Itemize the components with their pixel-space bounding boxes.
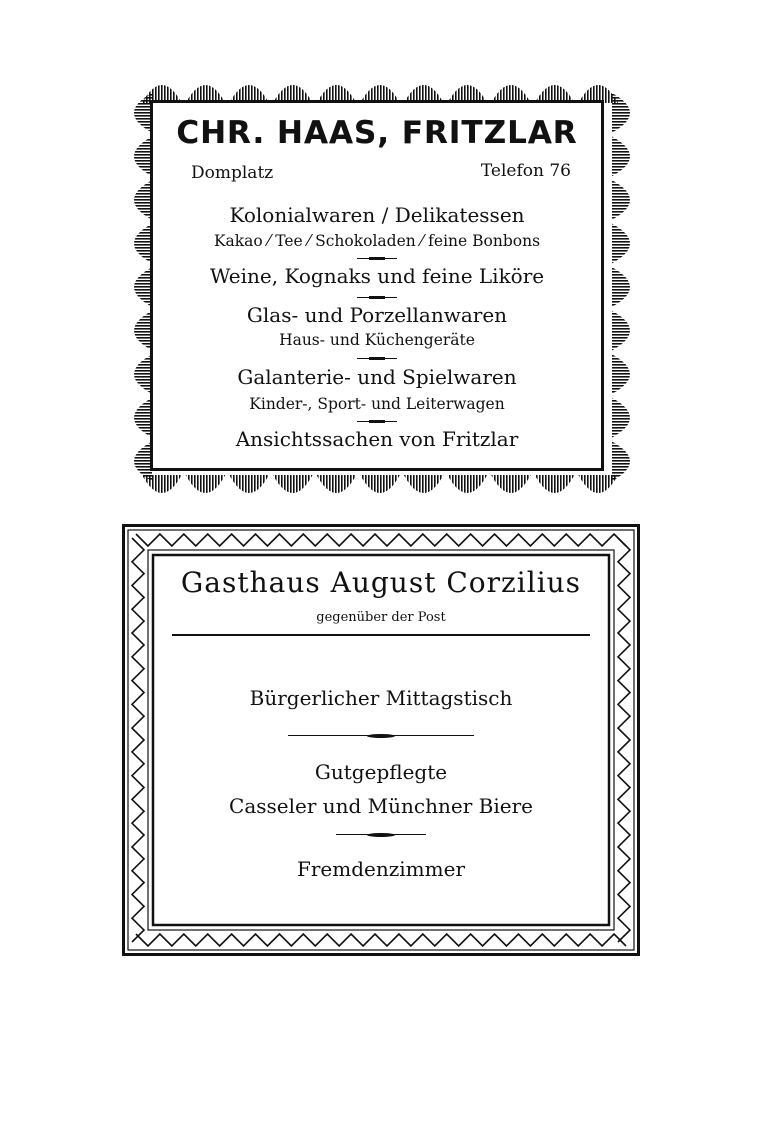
offer-lunch: Bürgerlicher Mittagstisch: [249, 686, 513, 710]
phone-text: Telefon 76: [480, 161, 571, 181]
shop-title: [153, 115, 601, 151]
offer-beer-1: Gutgepflegte: [314, 760, 448, 784]
offer-beer-2: Casseler und Münchner Biere: [229, 794, 533, 818]
goods-line-3: Weine, Kognaks und feine Liköre: [209, 264, 545, 288]
title-name: CHR. HAAS,: [176, 115, 391, 151]
inn-subtitle: gegenüber der Post: [316, 610, 446, 625]
haas-advertisement: [122, 73, 642, 505]
corzilius-advertisement: [122, 524, 640, 956]
goods-line-4: Glas- und Porzellanwaren: [246, 303, 508, 327]
offer-rooms: Fremdenzimmer: [296, 857, 466, 881]
goods-line-5: Haus- und Küchengeräte: [279, 331, 475, 349]
separator: [357, 258, 397, 259]
text-panel: [150, 100, 604, 471]
separator: [357, 421, 397, 422]
goods-line-7: Kinder-, Sport- und Leiterwagen: [249, 395, 505, 413]
goods-line-6: Galanterie- und Spielwaren: [237, 365, 517, 389]
goods-line-2: Kakao ⁄ Tee ⁄ Schokoladen ⁄ feine Bonbons: [213, 232, 541, 250]
title-town: FRITZLAR: [401, 115, 578, 151]
goods-line-1: Kolonialwaren / Delikatessen: [229, 203, 525, 227]
separator: [288, 735, 474, 736]
separator: [357, 358, 397, 359]
location-text: Domplatz: [191, 163, 274, 183]
title-rule: [172, 634, 590, 636]
inn-title: Gasthaus August Corzilius: [180, 566, 582, 599]
goods-line-8: Ansichtssachen von Fritzlar: [235, 427, 519, 451]
separator: [336, 834, 426, 835]
separator: [357, 297, 397, 298]
